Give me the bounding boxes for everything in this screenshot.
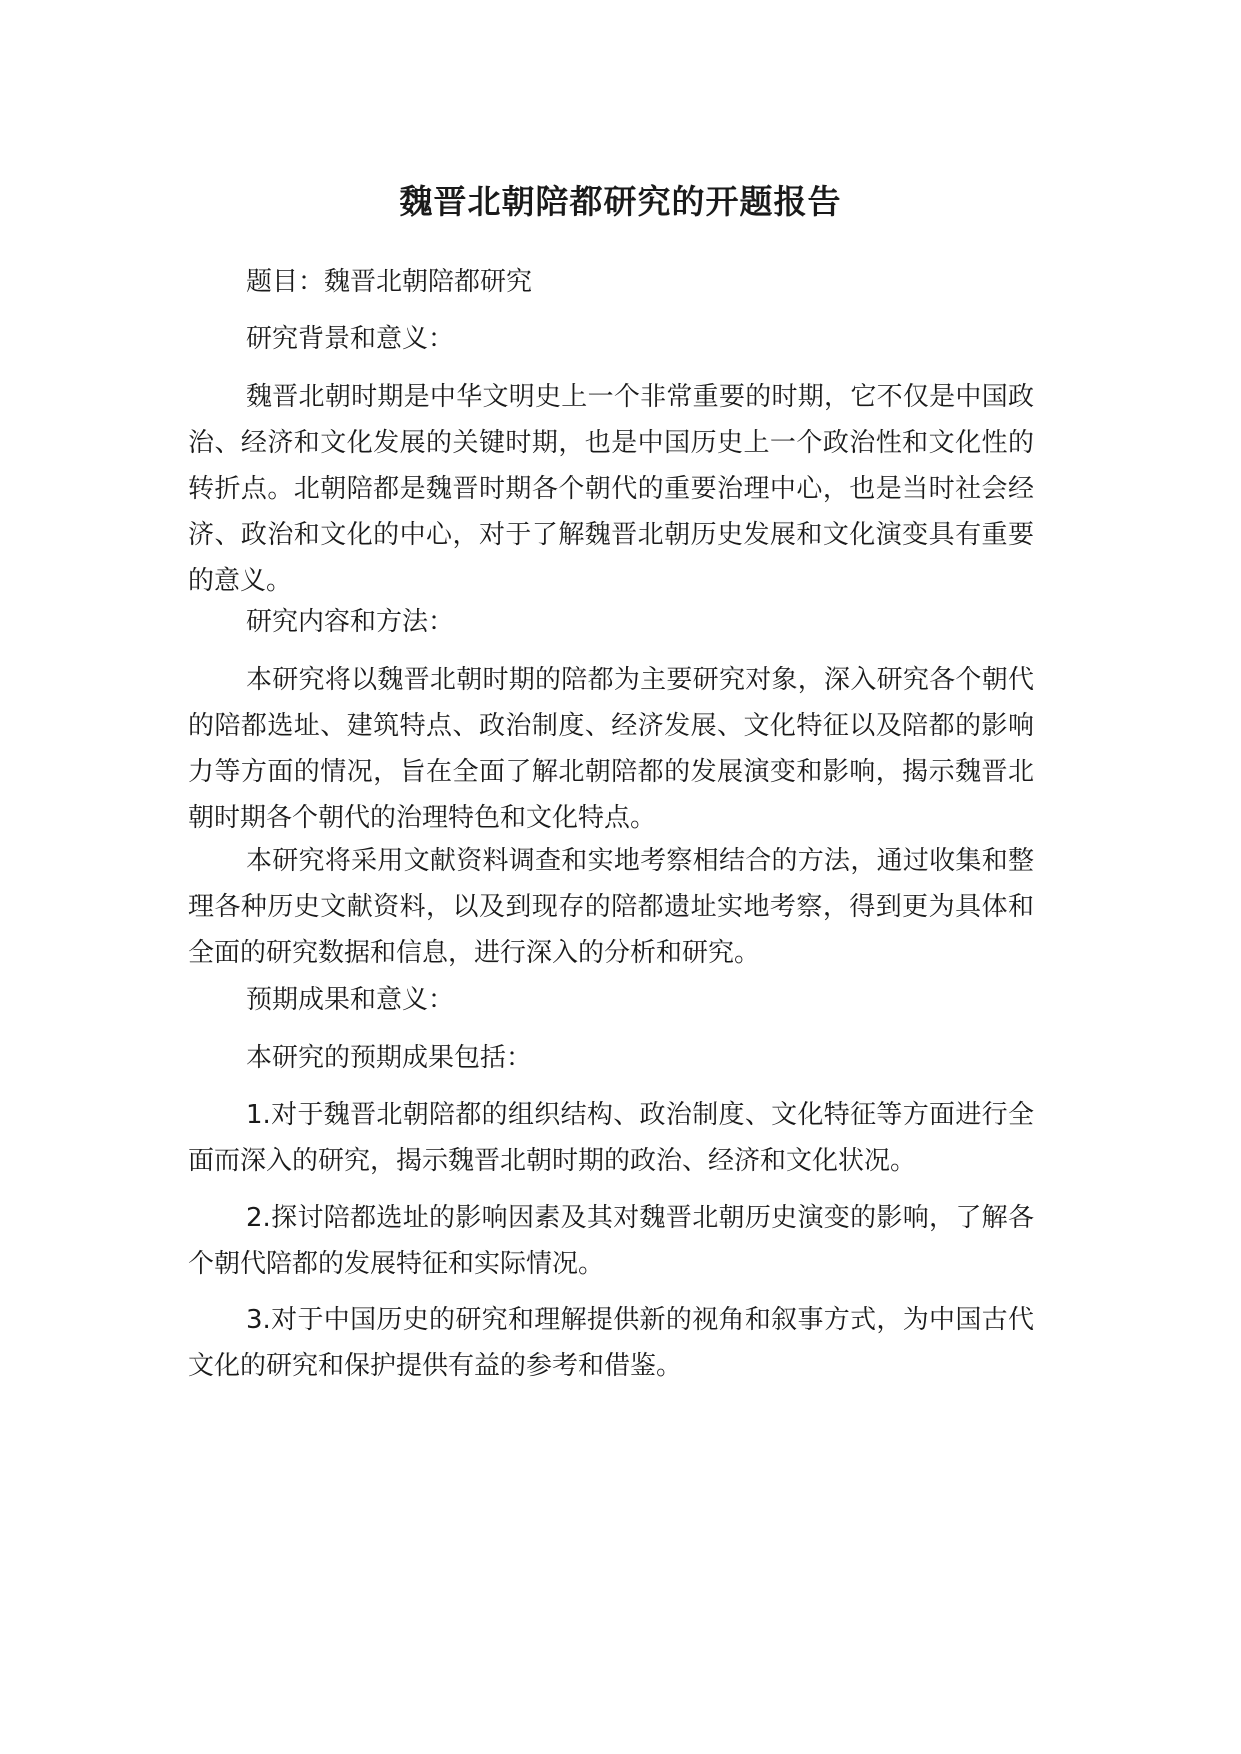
paragraph-outcomes-intro: 本研究的预期成果包括： <box>246 1043 533 1073</box>
heading-methods: 研究内容和方法： <box>246 607 455 637</box>
list-item-outcome-1: 1.对于魏晋北朝陪都的组织结构、政治制度、文化特征等方面进行全面而深入的研究，揭示魏晋北朝时期的政治、经济和文化状况。 <box>188 1100 1034 1176</box>
heading-outcomes: 预期成果和意义： <box>246 985 455 1015</box>
paragraph-topic: 题目：魏晋北朝陪都研究 <box>246 267 533 297</box>
paragraph-method: 本研究将采用文献资料调查和实地考察相结合的方法，通过收集和整理各种历史文献资料，以及到现存的陪都遗址实地考察，得到更为具体和全面的研究数据和信息，进行深入的分析和研究。 <box>188 846 1034 968</box>
heading-background: 研究背景和意义： <box>246 324 455 354</box>
list-item-outcome-2: 2.探讨陪都选址的影响因素及其对魏晋北朝历史演变的影响，了解各个朝代陪都的发展特征和实际情况。 <box>188 1203 1034 1279</box>
paragraph-content: 本研究将以魏晋北朝时期的陪都为主要研究对象，深入研究各个朝代的陪都选址、建筑特点、政治制度、经济发展、文化特征以及陪都的影响力等方面的情况，旨在全面了解北朝陪都的发展演变和影响，揭示魏晋北朝时期各个朝代的治理特色和文化特点。 <box>188 665 1034 833</box>
list-item-outcome-3: 3.对于中国历史的研究和理解提供新的视角和叙事方式，为中国古代文化的研究和保护提供有益的参考和借鉴。 <box>188 1305 1034 1381</box>
paragraph-background: 魏晋北朝时期是中华文明史上一个非常重要的时期，它不仅是中国政治、经济和文化发展的关键时期，也是中国历史上一个政治性和文化性的转折点。北朝陪都是魏晋时期各个朝代的重要治理中心，也是当时社会经济、政治和文化的中心，对于了解魏晋北朝历史发展和文化演变具有重要的意义。 <box>188 382 1034 596</box>
document-title: 魏晋北朝陪都研究的开题报告 <box>399 182 842 221</box>
